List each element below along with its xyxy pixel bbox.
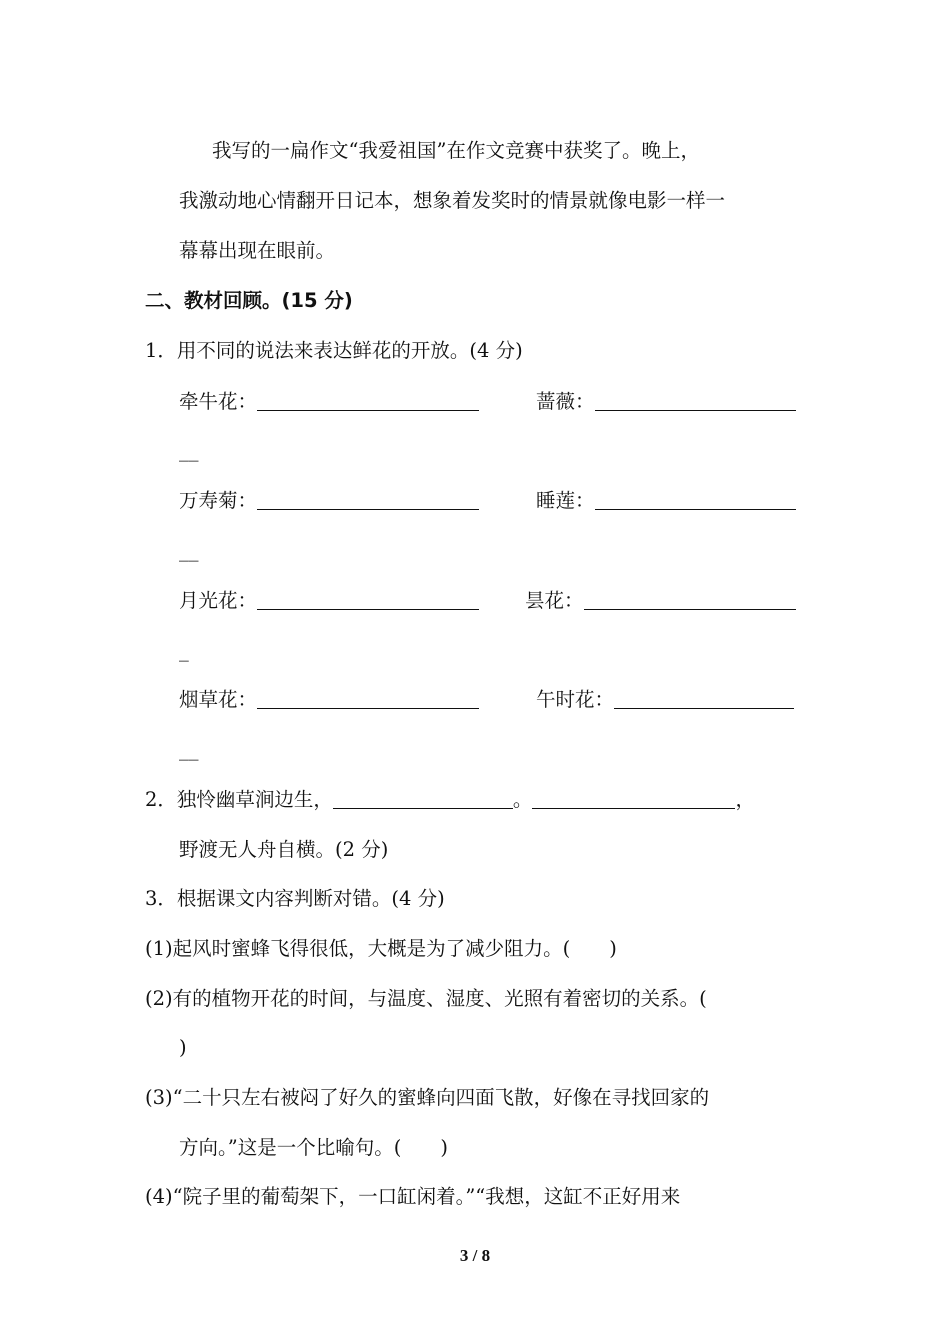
answer-blank[interactable] <box>532 790 735 809</box>
flower-label: 午时花： <box>536 688 615 711</box>
flower-item <box>179 392 479 412</box>
flower-item <box>525 591 796 611</box>
flower-label: 万寿菊： <box>179 489 258 512</box>
poem-punct: 。 <box>512 788 533 811</box>
flower-item <box>536 491 796 511</box>
poem-prefix: 2．独怜幽草涧边生， <box>145 788 333 811</box>
answer-blank[interactable] <box>257 690 479 709</box>
answer-blank[interactable] <box>595 491 796 510</box>
blank-continuation: _ <box>179 639 189 662</box>
blank-continuation: __ <box>179 738 199 761</box>
passage-line-2: 我激动地心情翻开日记本，想象着发奖时的情景就像电影一样一 <box>179 189 726 212</box>
flower-label: 牵牛花： <box>179 390 258 413</box>
passage-line-1: 我写的一扁作文“我爱祖国”在作文竞赛中获奖了。晚上， <box>212 139 700 162</box>
statement-3: (3)“二十只左右被闷了好久的蜜蜂向四面飞散，好像在寻找回家的 <box>145 1086 710 1109</box>
section-heading: 二、教材回顾。(15 分) <box>145 289 353 312</box>
flower-label: 烟草花： <box>179 688 258 711</box>
statement-2: (2)有的植物开花的时间，与温度、湿度、光照有着密切的关系。( <box>145 987 707 1010</box>
statement-1: (1)起风时蜜蜂飞得很低，大概是为了减少阻力。( ) <box>145 937 617 960</box>
flower-item <box>536 392 796 412</box>
statement-3-cont: 方向。”这是一个比喻句。( ) <box>179 1136 448 1159</box>
flower-item <box>536 690 794 710</box>
answer-blank[interactable] <box>595 392 796 411</box>
answer-blank[interactable] <box>257 591 479 610</box>
question-2-line-2: 野渡无人舟自横。(2 分) <box>179 838 389 861</box>
statement-4: (4)“院子里的葡萄架下，一口缸闲着。”“我想，这缸不正好用来 <box>145 1185 681 1208</box>
flower-label: 蔷薇： <box>536 390 595 413</box>
passage-line-3: 幕幕出现在眼前。 <box>179 239 336 262</box>
poem-punct: ， <box>735 788 755 811</box>
statement-2-cont: ) <box>179 1036 187 1059</box>
flower-label: 昙花： <box>525 589 584 612</box>
question-1-stem: 1．用不同的说法来表达鲜花的开放。(4 分) <box>145 339 523 362</box>
question-3-stem: 3．根据课文内容判断对错。(4 分) <box>145 887 445 910</box>
answer-blank[interactable] <box>614 690 794 709</box>
flower-item <box>179 491 479 511</box>
blank-continuation: __ <box>179 439 199 462</box>
answer-blank[interactable] <box>257 491 479 510</box>
answer-blank[interactable] <box>333 790 513 809</box>
flower-label: 睡莲： <box>536 489 595 512</box>
answer-blank[interactable] <box>584 591 796 610</box>
question-2-line-1 <box>145 790 755 810</box>
flower-item <box>179 690 479 710</box>
answer-blank[interactable] <box>257 392 479 411</box>
flower-label: 月光花： <box>179 589 258 612</box>
page-number: 3 / 8 <box>459 1246 491 1265</box>
blank-continuation: __ <box>179 539 199 562</box>
flower-item <box>179 591 479 611</box>
